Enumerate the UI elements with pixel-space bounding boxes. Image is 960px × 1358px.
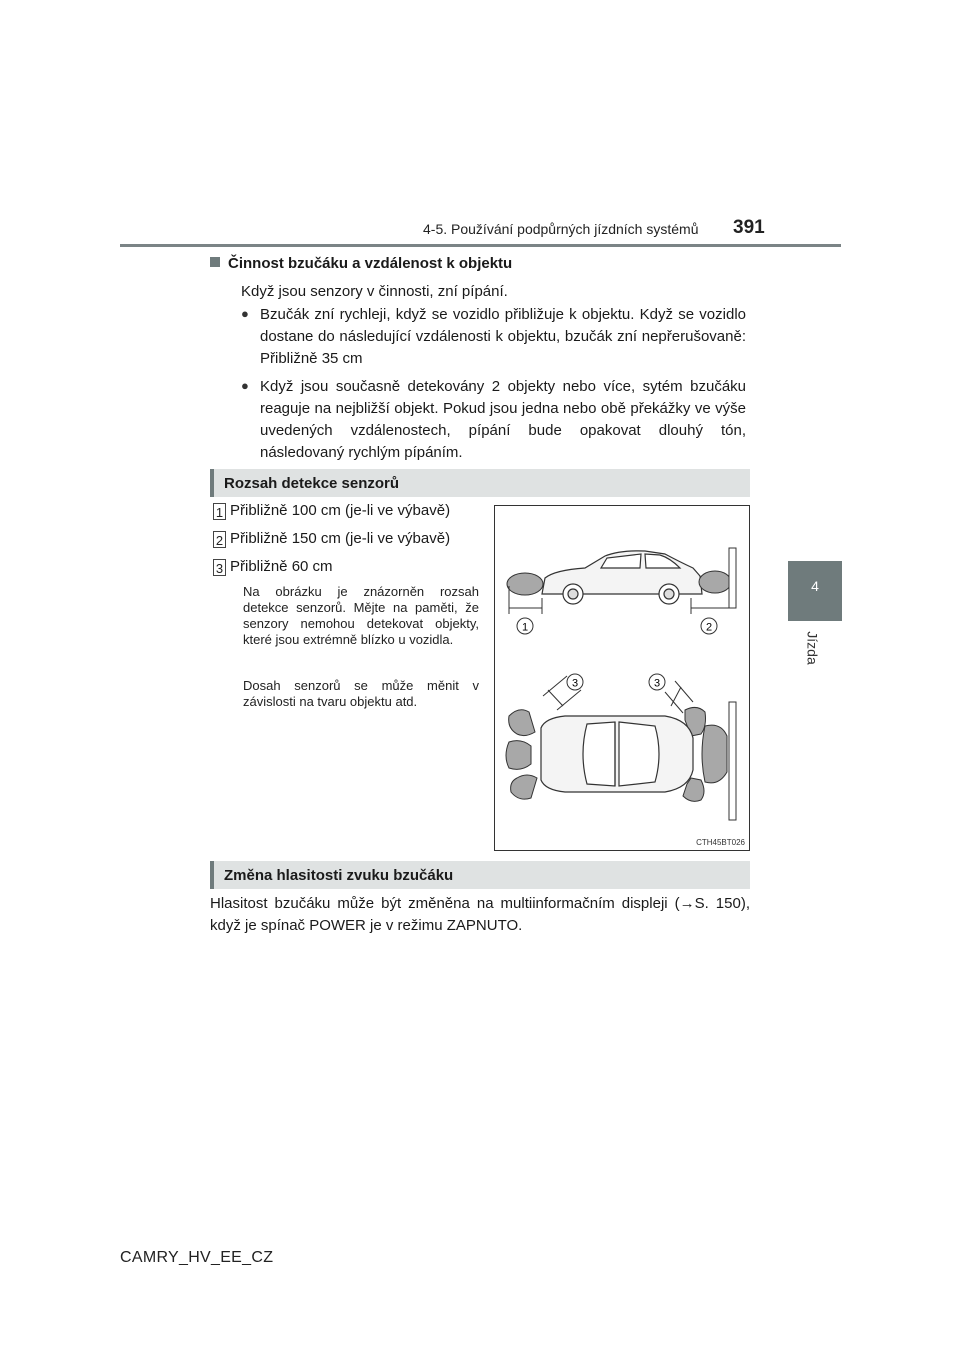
angle-dimension-lines bbox=[543, 676, 693, 713]
bullet-text: Bzučák zní rychleji, když se vozidlo přibližuje k objektu. Když se vozidlo dostane do následující vzdálenosti k objektu, bzučák zní nepřerušovaně: Přibližně 35 cm bbox=[260, 306, 746, 367]
figure-note: Na obrázku je znázorněn rozsah detekce senzorů. Mějte na paměti, že senzory nemohou detekovat objekty, které jsou extrémně blízko u vozidla. bbox=[243, 584, 479, 647]
sensor-diagram bbox=[495, 506, 749, 850]
subsection-bar bbox=[210, 861, 750, 889]
heading-text: Činnost bzučáku a vzdálenost k objektu bbox=[228, 255, 513, 272]
intro-paragraph: Když jsou senzory v činnosti, zní pípání. bbox=[241, 283, 508, 300]
range-text: Přibližně 150 cm (je-li ve výbavě) bbox=[230, 530, 451, 547]
chapter-name-container bbox=[800, 628, 830, 668]
bullet-dot-icon: ● bbox=[241, 378, 249, 393]
wall-icon bbox=[729, 702, 736, 820]
subsection-title: Změna hlasitosti zvuku bzučáku bbox=[224, 867, 454, 884]
section-heading bbox=[210, 255, 512, 272]
figure-code: CTH45BT026 bbox=[696, 838, 745, 847]
callout-1-label: 1 bbox=[521, 621, 529, 634]
chapter-number: 4 bbox=[811, 578, 819, 594]
wall-icon bbox=[729, 548, 736, 608]
range-number-badge: 2 bbox=[213, 531, 226, 548]
side-view-car-illustration bbox=[542, 551, 702, 604]
top-view-car-illustration bbox=[541, 716, 693, 792]
header-rule bbox=[120, 244, 841, 247]
subsection-bar bbox=[210, 469, 750, 497]
range-number-badge: 3 bbox=[213, 559, 226, 576]
front-sensor-zone bbox=[699, 571, 731, 593]
chapter-name: Jízda bbox=[804, 631, 821, 665]
sensor-range-figure bbox=[494, 505, 750, 851]
callout-3b-label: 3 bbox=[653, 677, 661, 690]
range-number-badge: 1 bbox=[213, 503, 226, 520]
range-text: Přibližně 100 cm (je-li ve výbavě) bbox=[230, 502, 451, 519]
rear-sensor-zone bbox=[507, 573, 543, 595]
square-bullet-icon bbox=[210, 257, 220, 267]
bullet-text: Když jsou současně detekovány 2 objekty nebo více, sytém bzučáku reaguje na nejbližší objekt. Pokud jsou jedna nebo obě překážky ve výše uvedených vzdálenostech, pípání bude opakovat dlouhý tón, následovaný rychlým pípáním. bbox=[260, 378, 746, 461]
section-title: 4-5. Používání podpůrných jízdních systémů bbox=[423, 221, 699, 237]
subsection-title: Rozsah detekce senzorů bbox=[224, 475, 400, 492]
page-number: 391 bbox=[733, 217, 765, 238]
bullet-dot-icon: ● bbox=[241, 306, 249, 321]
model-code: CAMRY_HV_EE_CZ bbox=[120, 1249, 274, 1266]
callout-3a-label: 3 bbox=[571, 677, 579, 690]
range-text: Přibližně 60 cm bbox=[230, 558, 333, 575]
volume-paragraph: Hlasitost bzučáku může být změněna na multiinformačním displeji (→S. 150), když je spínač POWER je v režimu ZAPNUTO. bbox=[210, 895, 750, 934]
figure-note: Dosah senzorů se může měnit v závislosti na tvaru objektu atd. bbox=[243, 678, 479, 709]
callout-2-label: 2 bbox=[705, 621, 713, 634]
